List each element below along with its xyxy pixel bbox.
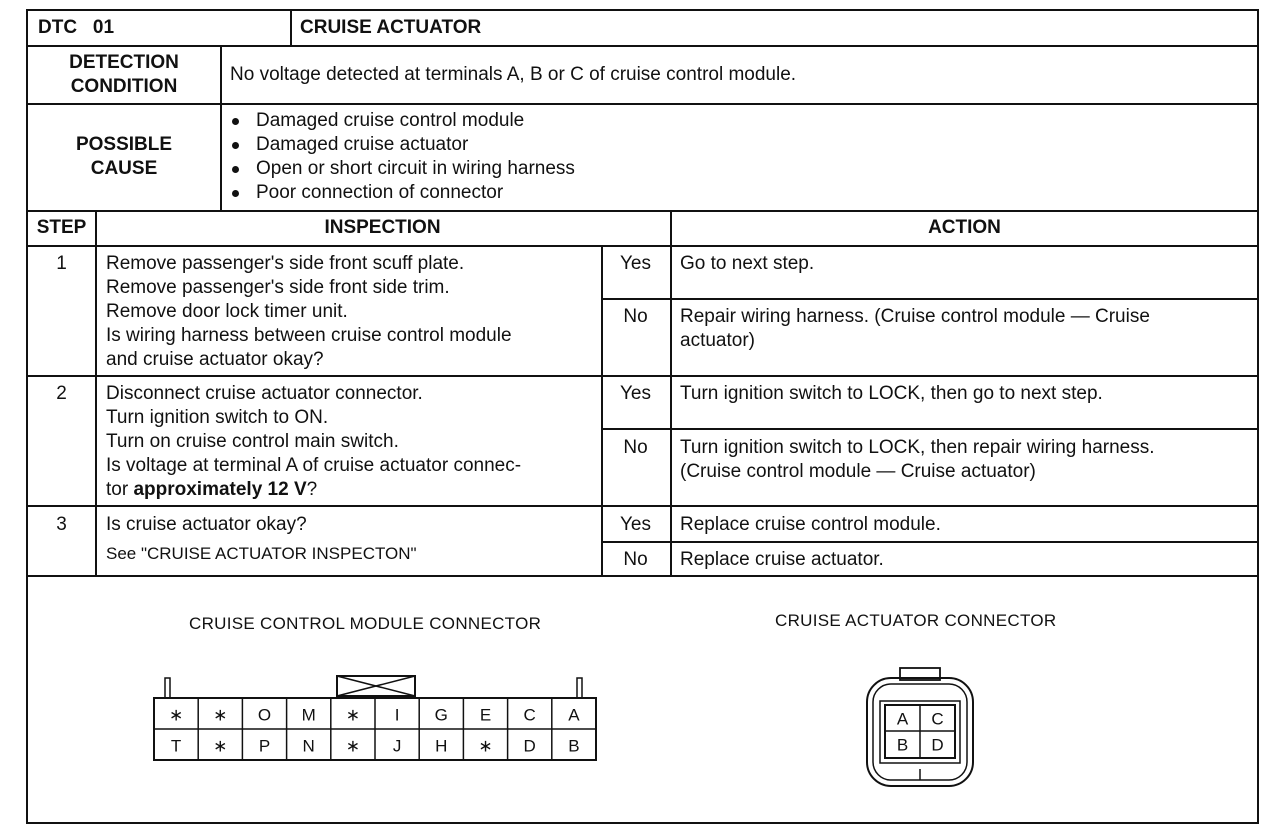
module-terminal: ∗	[168, 705, 184, 725]
actuator-terminal: D	[931, 735, 944, 755]
step-1-inspection: Remove passenger's side front scuff plate. Remove passenger's side front side trim. Remove door lock timer unit. Is wiring harness between cruise control module and cruise actuator okay?	[106, 253, 512, 370]
actuator-terminal: B	[896, 735, 909, 755]
module-terminal: ∗	[478, 736, 493, 756]
step-1-no-action: Repair wiring harness. (Cruise control module — Cruise actuator)	[680, 306, 1150, 351]
possible-cause-label: POSSIBLE CAUSE	[75, 134, 173, 179]
list-item: Open or short circuit in wiring harness	[226, 157, 575, 181]
module-terminal: B	[568, 736, 580, 756]
col-action-header: ACTION	[928, 217, 1001, 238]
step-3-inspection: Is cruise actuator okay?	[106, 514, 307, 535]
step-2-inspection: Disconnect cruise actuator connector. Turn ignition switch to ON. Turn on cruise control main switch. Is voltage at terminal A of cruise actuator connec- tor approximately 12 V?	[106, 383, 522, 500]
dtc-title: CRUISE ACTUATOR	[300, 17, 482, 38]
module-terminal: H	[435, 736, 448, 756]
module-terminal: I	[394, 705, 400, 725]
step-2-yes-action: Turn ignition switch to LOCK, then go to next step.	[680, 383, 1103, 404]
module-terminal: O	[257, 705, 272, 725]
step-3-note: See "CRUISE ACTUATOR INSPECTON"	[106, 544, 417, 563]
step-number: 3	[56, 514, 67, 535]
step-1-yes-action: Go to next step.	[680, 253, 815, 274]
list-item: Poor connection of connector	[226, 181, 575, 205]
col-step-header: STEP	[36, 217, 87, 238]
no-label: No	[623, 437, 648, 458]
actuator-terminal: A	[896, 709, 909, 729]
no-label: No	[623, 306, 648, 327]
module-terminal: ∗	[345, 736, 361, 756]
step-3-no-action: Replace cruise actuator.	[680, 549, 884, 570]
module-terminal: N	[302, 736, 315, 756]
module-terminal: E	[479, 705, 492, 725]
yes-label: Yes	[620, 383, 651, 404]
actuator-terminal: C	[931, 709, 944, 729]
module-terminal: A	[568, 705, 580, 725]
col-inspection-header: INSPECTION	[324, 217, 441, 238]
module-terminal: M	[301, 705, 316, 725]
no-label: No	[623, 549, 648, 570]
list-item: Damaged cruise control module	[226, 109, 575, 133]
module-terminal: T	[170, 736, 182, 756]
module-terminal: D	[523, 736, 536, 756]
dtc-label: DTC 01	[38, 17, 115, 38]
actuator-connector-caption: CRUISE ACTUATOR CONNECTOR	[775, 611, 1057, 630]
yes-label: Yes	[620, 514, 651, 535]
module-terminal: P	[258, 736, 271, 756]
step-number: 2	[56, 383, 67, 404]
connector-key-box	[337, 676, 415, 696]
latch-post	[577, 678, 582, 698]
module-terminal: ∗	[213, 705, 228, 725]
step-3-yes-action: Replace cruise control module.	[680, 514, 941, 535]
module-terminal: C	[523, 705, 536, 725]
module-terminal: ∗	[345, 705, 361, 725]
step-number: 1	[56, 253, 67, 274]
module-terminal: G	[434, 705, 448, 725]
module-terminal: ∗	[213, 736, 228, 756]
module-connector-diagram	[150, 672, 600, 764]
step-2-no-action: Turn ignition switch to LOCK, then repair wiring harness. (Cruise control module — Cruise actuator)	[680, 437, 1155, 482]
detection-condition-text: No voltage detected at terminals A, B or C of cruise control module.	[230, 64, 797, 85]
module-connector-caption: CRUISE CONTROL MODULE CONNECTOR	[189, 614, 542, 633]
actuator-connector-diagram	[860, 665, 980, 790]
latch-post	[165, 678, 170, 698]
module-terminal: J	[392, 736, 402, 756]
yes-label: Yes	[620, 253, 651, 274]
possible-cause-list	[226, 109, 575, 205]
detection-condition-label: DETECTION CONDITION	[69, 52, 179, 97]
list-item: Damaged cruise actuator	[226, 133, 575, 157]
